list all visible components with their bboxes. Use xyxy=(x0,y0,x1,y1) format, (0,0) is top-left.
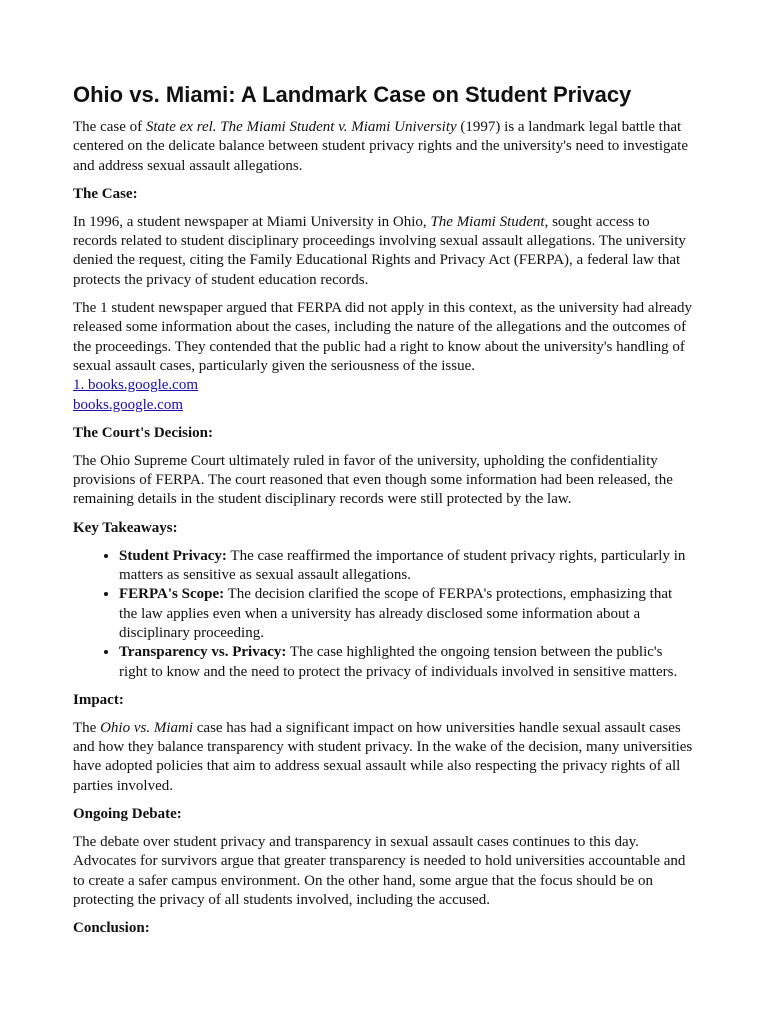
case-name: State ex rel. The Miami Student v. Miami University xyxy=(145,119,457,135)
list-item-label: Transparency vs. Privacy: xyxy=(119,644,287,661)
debate-paragraph: The debate over student privacy and transparency in sexual assault cases continues to this day. Advocates for survivors argue that greater transparency is needed to hold universities accountable and to create a safer campus environment. On the other hand, some argue that the focus should be on protecting the privacy of all students involved, including the accused. xyxy=(73,834,686,908)
case-paragraph-1 xyxy=(73,213,694,290)
case-text: In 1996, a student newspaper at Miami University in Ohio, xyxy=(73,213,431,230)
case-short-name: Ohio vs. Miami xyxy=(100,719,193,736)
section-heading-takeaways: Key Takeaways: xyxy=(73,519,178,536)
citation-links xyxy=(73,376,694,415)
impact-paragraph xyxy=(73,719,694,796)
case-paragraph-2: The 1 student newspaper argued that FERPA did not apply in this context, as the university had already released some information about the cases, including the nature of the allegations and the outcomes of the proceedings. They contended that the public had a right to know about the university's handling of sexual assault cases, particularly given the seriousness of the issue. xyxy=(73,300,693,374)
intro-text-end: (1997) is a landmark legal battle that centered on the delicate balance between student privacy rights and the university's need to investigate and address sexual assault allegations. xyxy=(73,119,688,174)
page-title: Ohio vs. Miami: A Landmark Case on Student Privacy xyxy=(73,82,632,107)
section-heading-decision: The Court's Decision: xyxy=(73,424,213,441)
section-heading-conclusion: Conclusion: xyxy=(73,920,150,937)
list-item-text: The case reaffirmed the importance of student privacy rights, particularly in matters as sensitive as sexual assault allegations. xyxy=(119,547,686,584)
decision-paragraph: The Ohio Supreme Court ultimately ruled in favor of the university, upholding the confidentiality provisions of FERPA. The court reasoned that even though some information had been released, the remaining details in the student disciplinary records were still protected by the law. xyxy=(73,452,673,508)
intro-text: The case of xyxy=(73,119,146,135)
section-heading-impact: Impact: xyxy=(73,691,124,708)
list-item xyxy=(119,547,694,586)
newspaper-name: The Miami Student xyxy=(430,213,545,230)
section-heading-case: The Case: xyxy=(73,185,138,202)
case-text-end: , sought access to records related to student disciplinary proceedings involving sexual assault allegations. The university denied the request, citing the Family Educational Rights and Privacy Act (FERPA), a federal law that protects the privacy of student education records. xyxy=(73,213,686,288)
list-item-text: The case highlighted the ongoing tension between the public's right to know and the need to protect the privacy of individuals involved in sensitive matters. xyxy=(119,644,678,680)
impact-text: The xyxy=(73,719,101,736)
list-item xyxy=(119,643,694,682)
impact-text-end: case has had a significant impact on how universities handle sexual assault cases and how they balance transparency with student privacy. In the wake of the decision, many universities have adopted policies that aim to address sexual assault while also respecting the privacy rights of all parties involved. xyxy=(73,719,693,794)
list-item xyxy=(119,585,694,643)
list-item-text: The decision clarified the scope of FERPA's protections, emphasizing that the law applies even when a university has already disclosed some information about a disciplinary proceeding. xyxy=(119,586,673,641)
takeaways-list xyxy=(73,547,694,682)
list-item-label: FERPA's Scope: xyxy=(119,586,225,603)
list-item-label: Student Privacy: xyxy=(119,547,227,564)
section-heading-debate: Ongoing Debate: xyxy=(73,806,182,823)
intro-paragraph xyxy=(73,118,694,176)
citation-link-1[interactable]: 1. books.google.com xyxy=(73,377,198,394)
citation-link-2[interactable]: books.google.com xyxy=(73,396,183,413)
